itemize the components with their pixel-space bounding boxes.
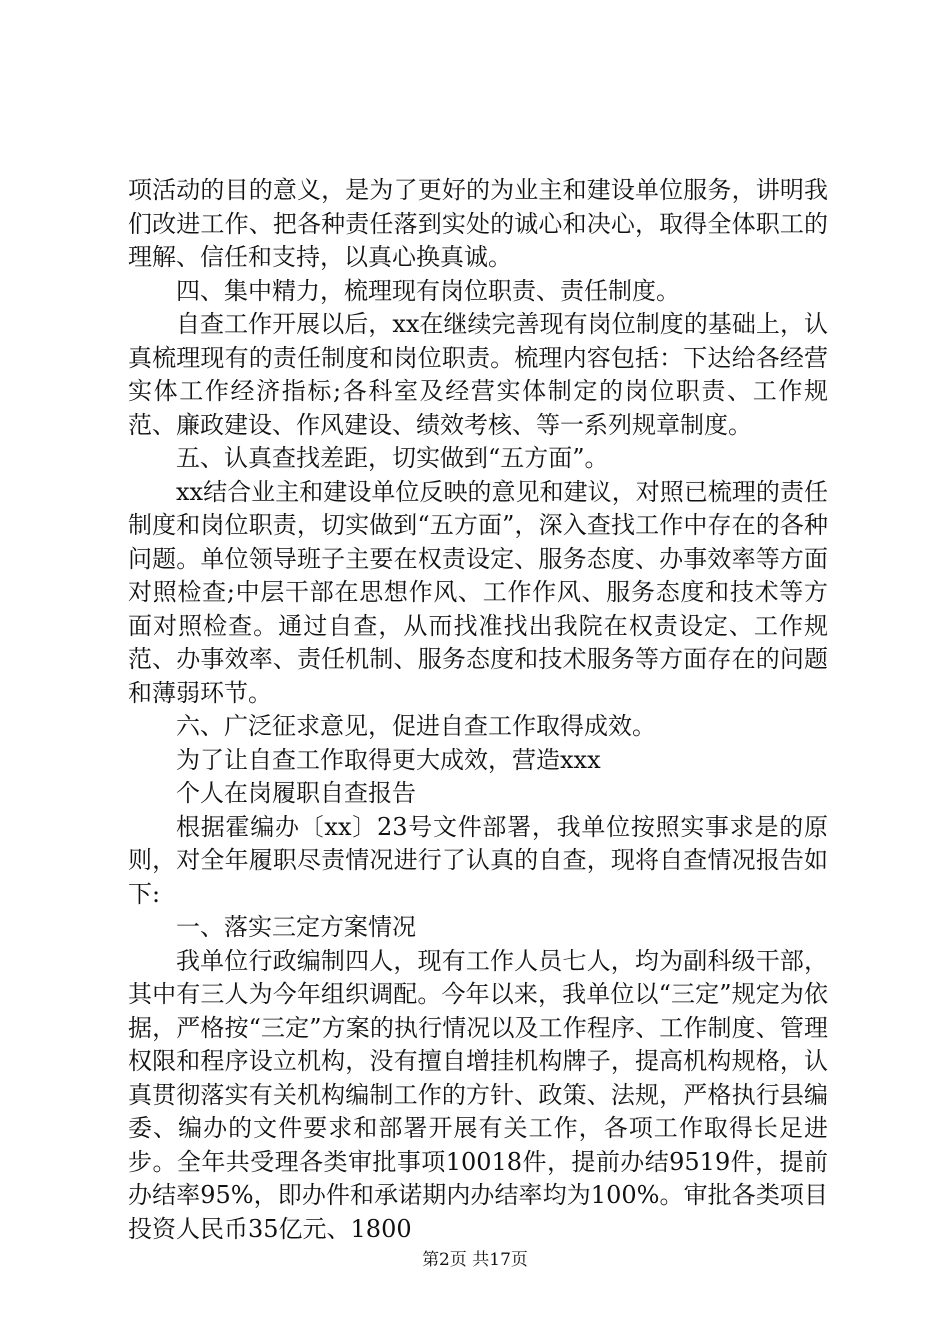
section-heading-one: 一、落实三定方案情况 bbox=[176, 913, 416, 941]
report-title: 个人在岗履职自查报告 bbox=[176, 779, 416, 807]
page-number-footer: 第2页 共17页 bbox=[422, 1250, 528, 1270]
paragraph-continuation: 项活动的目的意义，是为了更好的为业主和建设单位服务，讲明我们改进工作、把各种责任落到实处的诚心和决心，取得全体职工的理解、信任和支持，以真心换真诚。 bbox=[128, 176, 828, 271]
document-body bbox=[128, 174, 828, 1246]
section-heading-five: 五、认真查找差距，切实做到“五方面”。 bbox=[176, 444, 609, 472]
paragraph: 根据霍编办〔xx〕23号文件部署，我单位按照实事求是的原则，对全年履职尽责情况进行了认真的自查，现将自查情况报告如下: bbox=[128, 812, 828, 908]
paragraph: xx结合业主和建设单位反映的意见和建议，对照已梳理的责任制度和岗位职责，切实做到“五方面”，深入查找工作中存在的各种问题。单位领导班子主要在权责设定、服务态度、办事效率等方面对照检查;中层干部在思想作风、工作作风、服务态度和技术等方面对照检查。通过自查，从而找准找出我院在权责设定、工作规范、办事效率、责任机制、服务态度和技术服务等方面存在的问题和薄弱环节。 bbox=[128, 477, 828, 707]
section-heading-six: 六、广泛征求意见，促进自查工作取得成效。 bbox=[176, 712, 656, 740]
paragraph: 自查工作开展以后，xx在继续完善现有岗位制度的基础上，认真梳理现有的责任制度和岗位职责。梳理内容包括：下达给各经营实体工作经济指标;各科室及经营实体制定的岗位职责、工作规范、廉政建设、作风建设、绩效考核、等一系列规章制度。 bbox=[128, 310, 828, 439]
section-heading-four: 四、集中精力，梳理现有岗位职责、责任制度。 bbox=[176, 276, 680, 305]
paragraph: 为了让自查工作取得更大成效，营造xxx bbox=[176, 745, 601, 774]
paragraph: 我单位行政编制四人，现有工作人员七人，均为副科级干部，其中有三人为今年组织调配。今年以来，我单位以“三定”规定为依据，严格按“三定”方案的执行情况以及工作程序、工作制度、管理权限和程序设立机构，没有擅自增挂机构牌子，提高机构规格，认真贯彻落实有关机构编制工作的方针、政策、法规，严格执行县编委、编办的文件要求和部署开展有关工作，各项工作取得长足进步。全年共受理各类审批事项10018件，提前办结9519件，提前办结率95%，即办件和承诺期内办结率均为100%。审批各类项目投资人民币35亿元、1800 bbox=[128, 946, 828, 1243]
